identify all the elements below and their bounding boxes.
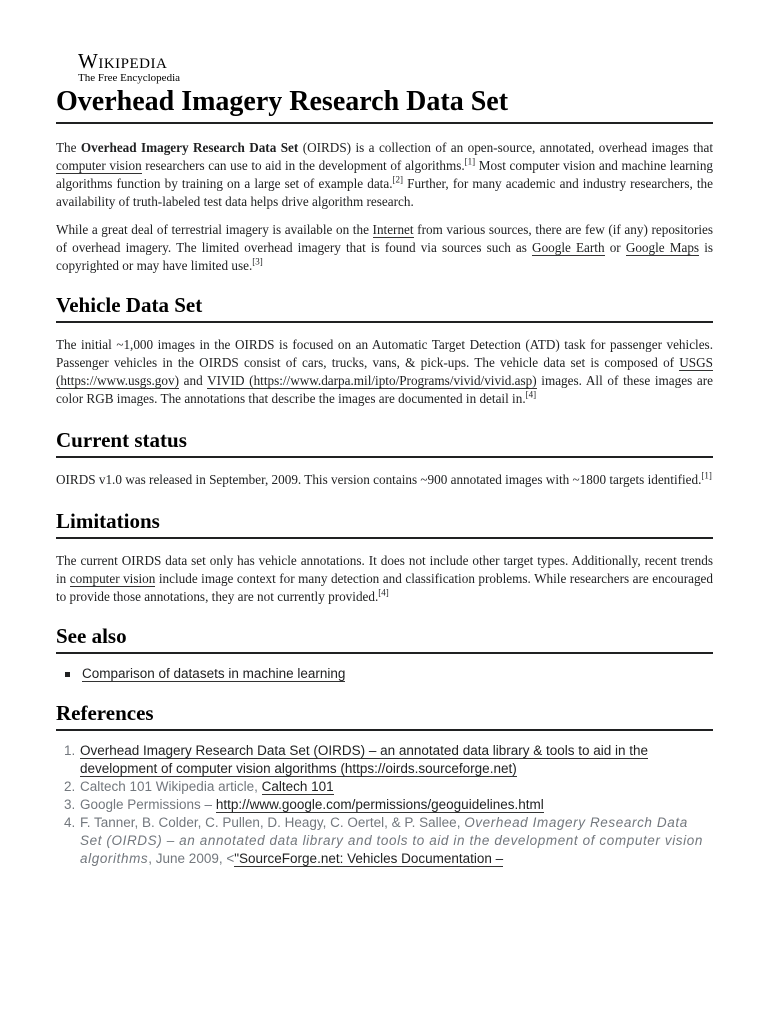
link-computer-vision[interactable]: computer vision (56, 158, 142, 173)
reference-number: 3. (64, 797, 76, 812)
text: The (56, 140, 81, 155)
text: The current OIRDS data set only has vehicle annotations. It does not include other target types. Additionally, recent trends in (56, 553, 713, 586)
list-item (56, 665, 713, 683)
reference-link-google-permissions[interactable]: http://www.google.com/permissions/geoguidelines.html (215, 797, 544, 812)
link-vivid[interactable]: VIVID (https://www.darpa.mil/ipto/Programs/vivid/vivid.asp) (207, 373, 537, 388)
text: Most computer vision and machine learning algorithms function by training on a large set of example data. (56, 158, 714, 191)
section-heading-current-status: Current status (56, 427, 713, 458)
text: and (178, 373, 208, 388)
section-heading-vehicle-data-set: Vehicle Data Set (56, 292, 713, 323)
ref-link-3[interactable]: [3] (252, 256, 263, 267)
reference-number: 1. (64, 743, 76, 758)
reference-text: Caltech 101 Wikipedia article, (80, 779, 262, 794)
ref-link-1[interactable]: [1] (464, 156, 476, 167)
vehicle-paragraph (56, 336, 713, 408)
wikipedia-logo[interactable] (78, 50, 180, 84)
text: Further, for many academic and industry researchers, the availability of truth-labeled test data helps drive algorithm research. (56, 176, 713, 209)
section-heading-see-also: See also (56, 623, 713, 654)
section-heading-references: References (56, 700, 713, 731)
section-heading-limitations: Limitations (56, 508, 713, 539)
reference-text: Google Permissions – (80, 797, 216, 812)
reference-link-oirds[interactable]: Overhead Imagery Research Data Set (OIRDS) – an annotated data library & tools to aid in the development of computer vision algorithms (https://oirds.sourceforge.net) (80, 743, 649, 776)
see-also-list (56, 665, 713, 683)
reference-title: Overhead Imagery Research Data Set (OIRDS) – an annotated data library and tools to aid in the development of computer vision algorithms (80, 815, 703, 866)
bullet-icon (65, 672, 70, 677)
reference-link-caltech-101[interactable]: Caltech 101 (261, 779, 334, 794)
reference-item (56, 796, 713, 814)
text: The initial ~1,000 images in the OIRDS is focused on an Automatic Target Detection (ATD) task for passenger vehicles. Passenger vehicles in the OIRDS consist of cars, trucks, vans, & pick-ups. The vehicle data set is composed of (56, 337, 713, 370)
references-list (56, 742, 713, 868)
text: researchers can use to aid in the development of algorithms. (141, 158, 465, 173)
intro-paragraph-1 (56, 139, 713, 211)
reference-number: 2. (64, 779, 76, 794)
reference-item (56, 778, 713, 796)
text: images. All of these images are color RGB images. The annotations that describe the images are documented in detail in. (56, 373, 713, 406)
link-internet[interactable]: Internet (372, 222, 414, 237)
text: or (604, 240, 626, 255)
ref-link-4[interactable]: [4] (378, 587, 389, 598)
link-google-earth[interactable]: Google Earth (532, 240, 605, 255)
intro-paragraph-2 (56, 221, 713, 275)
reference-text: , June 2009, < (148, 851, 235, 866)
ref-link-4[interactable]: [4] (525, 389, 537, 400)
text: While a great deal of terrestrial imagery is available on the (56, 222, 373, 237)
text: is copyrighted or may have limited use. (56, 240, 714, 273)
link-comparison-of-datasets[interactable]: Comparison of datasets in machine learning (82, 666, 346, 681)
article-content (56, 84, 713, 868)
reference-number: 4. (64, 815, 76, 830)
ref-link-1[interactable]: [1] (701, 470, 712, 481)
article-subject: Overhead Imagery Research Data Set (80, 140, 299, 155)
text: from various sources, there are few (if any) repositories of overhead imagery. The limited overhead imagery that is found via sources such as (56, 222, 714, 255)
limitations-paragraph (56, 552, 713, 606)
link-usgs[interactable]: USGS (https://www.usgs.gov) (56, 355, 713, 388)
logo-wordmark: Wikipedia (78, 49, 168, 73)
page-title: Overhead Imagery Research Data Set (56, 84, 713, 124)
text: include image context for many detection and classification problems. While researchers are encouraged to provide those annotations, they are not currently provided. (56, 571, 713, 604)
link-google-maps[interactable]: Google Maps (625, 240, 700, 255)
link-computer-vision[interactable]: computer vision (69, 571, 156, 586)
reference-item (56, 742, 713, 778)
ref-link-2[interactable]: [2] (392, 174, 403, 185)
status-paragraph (56, 471, 713, 489)
logo-tagline: The Free Encyclopedia (78, 72, 181, 84)
text: (OIRDS) is a collection of an open-source, annotated, overhead images that (298, 140, 714, 155)
reference-link-sourceforge[interactable]: "SourceForge.net: Vehicles Documentation – (234, 851, 504, 866)
reference-text: F. Tanner, B. Colder, C. Pullen, D. Heagy, C. Oertel, & P. Sallee, (80, 815, 465, 830)
reference-item (56, 814, 713, 868)
text: OIRDS v1.0 was released in September, 2009. This version contains ~900 annotated images with ~1800 targets identified. (56, 472, 702, 487)
